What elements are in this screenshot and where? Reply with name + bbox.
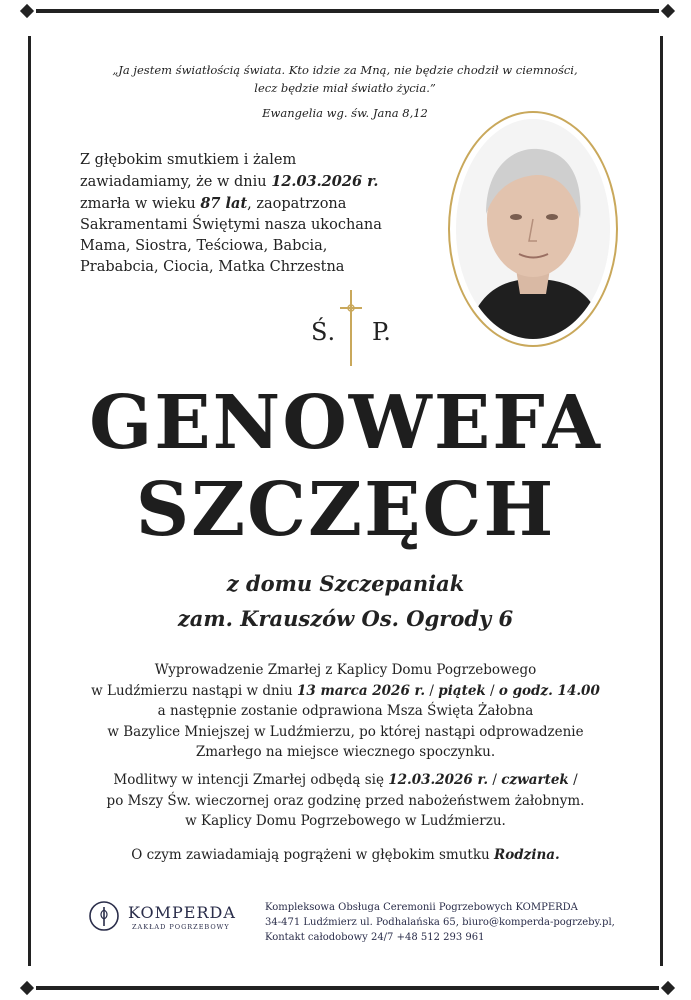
intro-text: zawiadamiamy, że w dniu [80,174,272,190]
company-address: 34-471 Ludźmierz ul. Podhalańska 65, biuro@komperda-pogrzeby.pl, [265,917,615,928]
quote-source: Ewangelia wg. św. Jana 8,12 [262,106,428,120]
prayer-line-1 [60,770,631,791]
intro-line-4: Sakramentami Świętymi nasza ukochana [80,217,382,233]
portrait-photo [456,119,610,339]
prayer-line-2: po Mszy Św. wieczornej oraz godzinę przed nabożeństwem żałobnym. [106,792,585,809]
company-line-1 [265,900,615,915]
funeral-text: w Ludźmierzu nastąpi w dniu [91,682,297,699]
sp-letter-p: P. [372,318,391,346]
prayer-weekday: czwartek [501,772,569,788]
intro-line-5: Mama, Siostra, Teściowa, Babcia, [80,238,328,254]
company-contact: Kontakt całodobowy 24/7 +48 512 293 961 [265,932,485,943]
residence-address: zam. Krauszów Os. Ogrody 6 [177,606,514,631]
funeral-line-3: a następnie zostanie odprawiona Msza Święta Żałobna [157,703,534,719]
logo-mark-icon [88,900,120,932]
separator: / [485,682,499,699]
logo-subtitle: ZAKŁAD POGRZEBOWY [132,923,230,931]
closing-text: O czym zawiadamiają pogrążeni w głębokim smutku [131,847,495,863]
intro-line-6: Prababcia, Ciocia, Matka Chrzestna [80,259,345,275]
age: 87 lat [200,195,248,212]
announcement-intro [80,150,430,278]
funeral-details [60,660,631,763]
prayer-date: 12.03.2026 r. [388,772,489,788]
separator: / [488,772,502,788]
funeral-line-4: w Bazylice Mniejszej w Ludźmierzu, po której nastąpi odprowadzenie [107,723,584,740]
deceased-first-name: GENOWEFA [89,380,602,466]
intro-line-3 [80,193,430,215]
bottom-border [36,986,659,990]
intro-text: , zaopatrzona [247,196,347,212]
logo-name: KOMPERDA [128,903,236,922]
intro-line-2 [80,171,430,193]
portrait-image [456,119,610,339]
prayer-details [60,770,631,832]
top-border [36,9,659,13]
sp-letter-s: Ś. [311,318,336,346]
portrait-frame [448,111,618,347]
funeral-line-2 [60,681,631,702]
deceased-last-name: SZCZĘCH [135,467,556,553]
separator: / [425,682,439,699]
prayer-text: Modlitwy w intencji Zmarłej odbędą się [113,772,389,788]
company-text: Kompleksowa Obsługa Ceremonii Pogrzebowych [265,902,516,913]
cross-icon [338,290,364,366]
closing-line [60,845,631,866]
company-brand: KOMPERDA [515,902,578,913]
funeral-date: 13 marca 2026 r. [296,682,426,699]
funeral-line-1: Wyprowadzenie Zmarłej z Kaplicy Domu Pogrzebowego [154,662,537,678]
intro-text: zmarła w wieku [80,196,201,212]
prayer-line-3: w Kaplicy Domu Pogrzebowego w Ludźmierzu. [185,813,506,829]
bible-quote [100,61,590,97]
separator: / [568,772,578,788]
company-info [265,900,615,945]
family-signoff: Rodzina. [494,847,560,863]
funeral-line-5: Zmarłego na miejsce wiecznego spoczynku. [195,744,496,760]
death-date: 12.03.2026 r. [271,173,379,190]
quote-line-1: „Ja jestem światłością świata. Kto idzie za Mną, nie będzie chodził w ciemności, [112,63,578,77]
company-logo [88,898,258,938]
funeral-weekday: piątek [438,682,486,699]
maiden-name: z domu Szczepaniak [226,571,465,596]
quote-line-2: lecz będzie miał światło życia.” [254,81,436,95]
funeral-time: o godz. 14.00 [498,682,600,699]
intro-line-1: Z głębokim smutkiem i żalem [80,152,297,168]
